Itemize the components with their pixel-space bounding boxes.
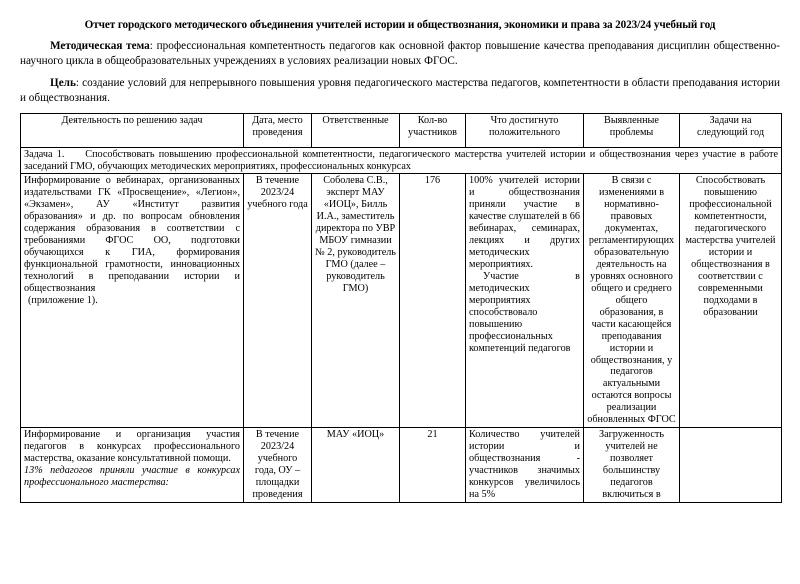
goal-label: Цель [50, 76, 76, 89]
cell-problems: Загруженность учителей не позволяет большинству педагогов включиться в [584, 428, 680, 503]
cell-problems: В связи с изменениями в нормативно-правовых документах, регламентирующих образовательную деятельность на уровнях основного общего и среднего общего образования, в части касающейся преподавания истории и обществознания, у педагогов актуальными остаются вопросы реализации обновленных ФГОС [584, 174, 680, 428]
cell-next-tasks [680, 428, 782, 503]
cell-achieved [466, 174, 584, 428]
goal-paragraph [20, 76, 780, 106]
methodical-theme-label: Методическая тема [50, 40, 150, 52]
cell-participants: 176 [400, 174, 466, 428]
task-section-row [21, 147, 782, 174]
table-row [21, 428, 782, 503]
cell-activity-note: 13% педагогов приняли участие в конкурсах профессионального мастерства: [24, 464, 240, 488]
column-header-participants: Кол-во участников [400, 113, 466, 147]
column-header-responsible: Ответственные [312, 113, 400, 147]
column-header-problems: Выявленные проблемы [584, 113, 680, 147]
cell-achieved-text-1: 100% учителей истории и обществознания приняли участие в качестве слушателей в 66 вебинарах, семинарах, лекциях и других методических мероприятиях. [469, 175, 580, 270]
cell-responsible: МАУ «ИОЦ» [312, 428, 400, 503]
table-row [21, 174, 782, 428]
cell-next-tasks: Способствовать повышению профессиональной компетентности, педагогического мастерства учителей истории и обществознания в соответствии с современными подходами в образовании [680, 174, 782, 428]
page-title: Отчет городского методического объединения учителей истории и обществознания, экономики и права за 2023/24 учебный год [84, 19, 716, 31]
methodical-theme-text: : профессиональная компетентность педагогов как основной фактор повышение качества преподавания дисциплин общественно-научного цикла в общеобразовательных учреждениях в условиях реализации новых ФГОС. [20, 40, 780, 67]
table-header-row [21, 113, 782, 147]
cell-achieved: Количество учителей истории и обществознания - участников значимых конкурсов увеличилось на 5% [466, 428, 584, 503]
methodical-theme-paragraph [20, 39, 780, 69]
cell-responsible: Соболева С.В., эксперт МАУ «ИОЦ», Билль И.А., заместитель директора по УВР МБОУ гимназии № 2, руководитель ГМО (далее – руководитель ГМО) [312, 174, 400, 428]
column-header-activity: Деятельность по решению задач [21, 113, 244, 147]
cell-date-place: В течение 2023/24 учебного года [244, 174, 312, 428]
cell-activity-text: Информирование о вебинарах, организованных издательствами ГК «Просвещение», «Легион», «Экзамен», АУ «Институт развития образования» и др. по вопросам обновления содержания образования в соответствии с требованиями ФГОС ОО, подготовки обучающихся к ГИА, формирования функциональной грамотности, инновационных технологий в преподавании истории и обществознания [24, 175, 240, 294]
task-section-label: Задача 1. [24, 148, 65, 160]
report-table [20, 113, 782, 503]
column-header-next-tasks: Задачи на следующий год [680, 113, 782, 147]
column-header-achieved: Что достигнуто положительного [466, 113, 584, 147]
cell-participants: 21 [400, 428, 466, 503]
goal-text: : создание условий для непрерывного повышения уровня педагогического мастерства педагогов, компетентности в области преподавания истории и обществознания. [20, 76, 780, 104]
cell-activity [21, 428, 244, 503]
task-section-cell [21, 147, 782, 174]
cell-activity [21, 174, 244, 428]
document-page [0, 18, 800, 584]
cell-activity-appendix: (приложение 1). [28, 294, 98, 306]
task-section-text: Способствовать повышению профессиональной компетентности, педагогического мастерства учителей истории и обществознания через участие в работе заседаний ГМО, обучающих методических мероприятиях, профессиональных конкурсах [24, 148, 778, 172]
cell-achieved-text-2: Участие в методических мероприятиях способствовало повышению профессиональных компетенций педагогов [469, 270, 580, 354]
cell-activity-text: Информирование и организация участия педагогов в конкурсах профессионального мастерства, оказание консультативной помощи. [24, 429, 240, 464]
column-header-date-place: Дата, место проведения [244, 113, 312, 147]
cell-date-place: В течение 2023/24 учебного года, ОУ – площадки проведения [244, 428, 312, 503]
